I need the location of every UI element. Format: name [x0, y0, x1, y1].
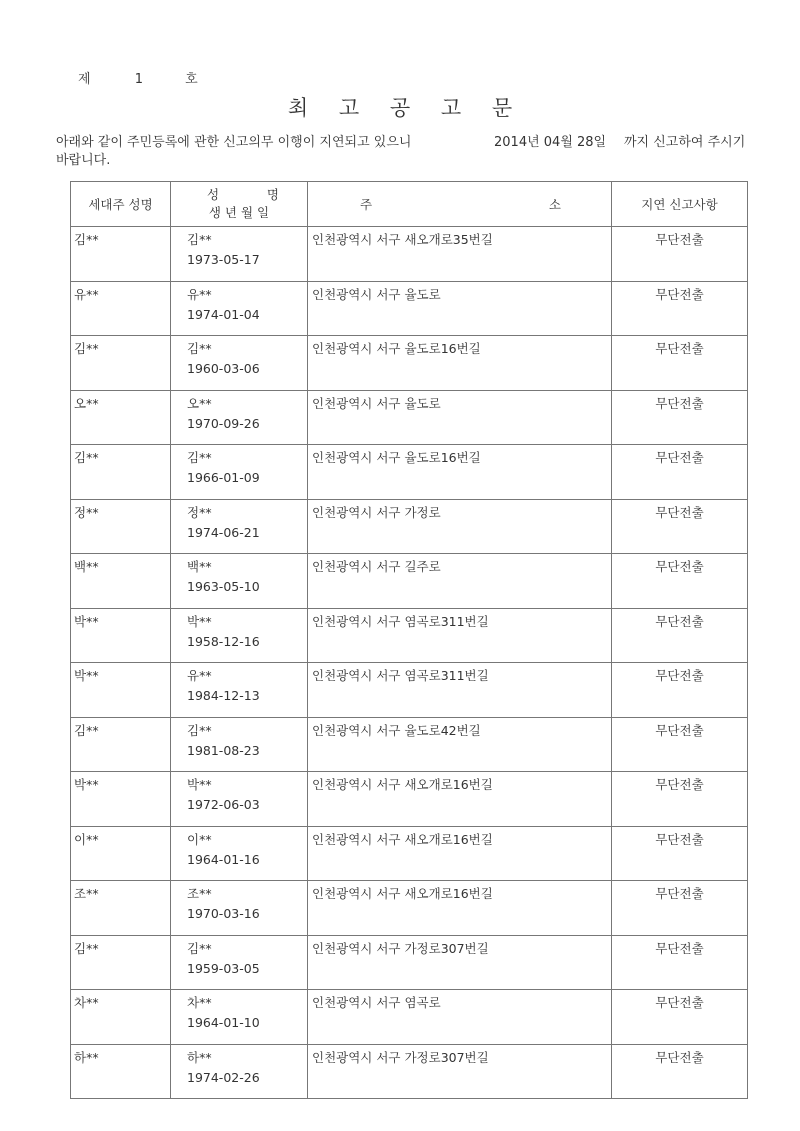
address-text: 인천광역시 서구 율도로16번길 — [312, 450, 481, 465]
table-row — [71, 663, 748, 718]
name-dob-cell — [171, 554, 308, 609]
status-cell — [612, 990, 748, 1045]
status-text: 무단전출 — [655, 831, 704, 847]
status-text: 무단전출 — [655, 995, 704, 1010]
householder-cell — [71, 663, 171, 718]
name-dob-cell — [171, 826, 308, 881]
householder-cell — [71, 772, 171, 827]
name-dob-cell — [171, 608, 308, 663]
status-text: 무단전출 — [655, 940, 704, 956]
status-cell — [612, 881, 748, 936]
title-char: 공 — [389, 96, 411, 120]
title-char: 최 — [287, 96, 309, 120]
table-row — [71, 826, 748, 881]
status-text: 무단전출 — [655, 395, 704, 411]
householder-name: 박** — [74, 613, 99, 629]
householder-cell — [71, 336, 171, 391]
document-number — [78, 68, 198, 87]
status-text: 무단전출 — [655, 777, 704, 792]
status-cell — [612, 772, 748, 827]
header-name-char-1: 성 — [207, 187, 220, 202]
date-of-birth: 1984-12-13 — [187, 688, 260, 703]
table-row — [71, 227, 748, 282]
header-name-dob — [171, 182, 308, 227]
date-of-birth: 1958-12-16 — [187, 633, 260, 649]
householder-name: 백** — [74, 559, 99, 574]
notice-table — [70, 181, 748, 1099]
status-text: 무단전출 — [655, 722, 704, 738]
householder-name: 김** — [74, 341, 99, 356]
title-char: 고 — [338, 96, 360, 120]
person-name: 김** — [187, 722, 212, 738]
person-name: 유** — [187, 286, 212, 302]
address-cell — [308, 390, 612, 445]
date-of-birth: 1964-01-10 — [187, 1015, 260, 1030]
address-text: 인천광역시 서구 길주로 — [312, 559, 441, 574]
householder-cell — [71, 717, 171, 772]
householder-name: 유** — [74, 286, 99, 302]
status-cell — [612, 445, 748, 500]
householder-name: 김** — [74, 940, 99, 956]
status-text: 무단전출 — [655, 886, 704, 901]
date-of-birth: 1970-03-16 — [187, 906, 260, 921]
header-status: 지연 신고사항 — [612, 182, 748, 227]
table-row — [71, 717, 748, 772]
householder-name: 이** — [74, 831, 99, 847]
intro-text: 아래와 같이 주민등록에 관한 신고의무 이행이 지연되고 있으니 — [56, 135, 412, 150]
table-row — [71, 390, 748, 445]
householder-name: 조** — [74, 886, 99, 901]
status-cell — [612, 935, 748, 990]
householder-name: 김** — [74, 450, 99, 465]
person-name: 김** — [187, 940, 212, 956]
status-text: 무단전출 — [655, 450, 704, 465]
householder-name: 김** — [74, 722, 99, 738]
person-name: 박** — [187, 777, 212, 792]
person-name: 김** — [187, 450, 212, 465]
header-householder: 세대주 성명 — [71, 182, 171, 227]
date-of-birth: 1974-06-21 — [187, 524, 260, 540]
table-row — [71, 1044, 748, 1099]
address-cell — [308, 336, 612, 391]
status-text: 무단전출 — [655, 613, 704, 629]
name-dob-cell — [171, 990, 308, 1045]
status-text: 무단전출 — [655, 559, 704, 574]
intro-text-continued: 까지 신고하여 주시기 — [624, 135, 746, 150]
address-cell — [308, 554, 612, 609]
header-address-char-1: 주 — [360, 197, 373, 212]
name-dob-cell — [171, 935, 308, 990]
status-cell — [612, 554, 748, 609]
status-cell — [612, 390, 748, 445]
householder-cell — [71, 608, 171, 663]
person-name: 오** — [187, 395, 212, 411]
date-of-birth: 1964-01-16 — [187, 851, 260, 867]
table-row — [71, 881, 748, 936]
name-dob-cell — [171, 336, 308, 391]
table-row — [71, 935, 748, 990]
doc-number-suffix: 호 — [185, 72, 198, 87]
status-cell — [612, 281, 748, 336]
address-cell — [308, 499, 612, 554]
table-row — [71, 499, 748, 554]
doc-number-value: 1 — [134, 72, 143, 87]
householder-cell — [71, 826, 171, 881]
person-name: 차** — [187, 995, 212, 1010]
table-row — [71, 336, 748, 391]
deadline-date: 2014년 04월 28일 — [494, 135, 607, 150]
status-text: 무단전출 — [655, 668, 704, 683]
person-name: 정** — [187, 504, 212, 520]
header-address-char-2: 소 — [548, 197, 561, 212]
householder-name: 하** — [74, 1049, 99, 1065]
status-text: 무단전출 — [655, 341, 704, 356]
householder-name: 박** — [74, 777, 99, 792]
header-name-char-2: 명 — [266, 187, 279, 202]
householder-cell — [71, 990, 171, 1045]
doc-number-prefix: 제 — [78, 72, 91, 87]
status-cell — [612, 227, 748, 282]
name-dob-cell — [171, 772, 308, 827]
table-row — [71, 772, 748, 827]
name-dob-cell — [171, 717, 308, 772]
householder-cell — [71, 1044, 171, 1099]
address-text: 인천광역시 서구 가정로 — [312, 504, 441, 520]
householder-name: 박** — [74, 668, 99, 683]
householder-cell — [71, 227, 171, 282]
status-text: 무단전출 — [655, 504, 704, 520]
address-text: 인천광역시 서구 가정로307번길 — [312, 1049, 489, 1065]
intro-paragraph — [56, 134, 766, 170]
address-text: 인천광역시 서구 새오개로16번길 — [312, 831, 493, 847]
table-row — [71, 281, 748, 336]
person-name: 유** — [187, 668, 212, 683]
address-text: 인천광역시 서구 율도로42번길 — [312, 722, 481, 738]
intro-text-line2: 바랍니다. — [56, 153, 111, 168]
address-cell — [308, 608, 612, 663]
address-text: 인천광역시 서구 염곡로 — [312, 995, 441, 1010]
table-row — [71, 608, 748, 663]
name-dob-cell — [171, 499, 308, 554]
address-cell — [308, 935, 612, 990]
address-text: 인천광역시 서구 율도로 — [312, 286, 441, 302]
householder-cell — [71, 554, 171, 609]
person-name: 김** — [187, 341, 212, 356]
page-title — [0, 92, 800, 122]
name-dob-cell — [171, 390, 308, 445]
address-cell — [308, 1044, 612, 1099]
status-cell — [612, 499, 748, 554]
householder-cell — [71, 445, 171, 500]
address-text: 인천광역시 서구 율도로 — [312, 395, 441, 411]
date-of-birth: 1974-01-04 — [187, 306, 260, 322]
address-cell — [308, 990, 612, 1045]
person-name: 백** — [187, 559, 212, 574]
status-text: 무단전출 — [655, 286, 704, 302]
address-text: 인천광역시 서구 새오개로35번길 — [312, 232, 493, 247]
address-text: 인천광역시 서구 율도로16번길 — [312, 341, 481, 356]
status-cell — [612, 663, 748, 718]
status-cell — [612, 608, 748, 663]
address-text: 인천광역시 서구 염곡로311번길 — [312, 613, 489, 629]
table-header-row — [71, 182, 748, 227]
householder-name: 정** — [74, 504, 99, 520]
date-of-birth: 1974-02-26 — [187, 1069, 260, 1085]
name-dob-cell — [171, 1044, 308, 1099]
address-cell — [308, 227, 612, 282]
address-cell — [308, 881, 612, 936]
date-of-birth: 1966-01-09 — [187, 470, 260, 485]
date-of-birth: 1959-03-05 — [187, 960, 260, 976]
person-name: 김** — [187, 232, 212, 247]
date-of-birth: 1970-09-26 — [187, 415, 260, 431]
name-dob-cell — [171, 445, 308, 500]
address-cell — [308, 717, 612, 772]
name-dob-cell — [171, 227, 308, 282]
address-cell — [308, 663, 612, 718]
householder-cell — [71, 881, 171, 936]
status-text: 무단전출 — [655, 1049, 704, 1065]
date-of-birth: 1972-06-03 — [187, 797, 260, 812]
table-row — [71, 445, 748, 500]
person-name: 하** — [187, 1049, 212, 1065]
date-of-birth: 1973-05-17 — [187, 252, 260, 267]
householder-name: 김** — [74, 232, 99, 247]
address-text: 인천광역시 서구 새오개로16번길 — [312, 886, 493, 901]
status-cell — [612, 1044, 748, 1099]
address-text: 인천광역시 서구 염곡로311번길 — [312, 668, 489, 683]
table-row — [71, 990, 748, 1045]
householder-cell — [71, 499, 171, 554]
person-name: 조** — [187, 886, 212, 901]
householder-cell — [71, 935, 171, 990]
date-of-birth: 1981-08-23 — [187, 742, 260, 758]
address-cell — [308, 826, 612, 881]
person-name: 박** — [187, 613, 212, 629]
status-cell — [612, 717, 748, 772]
address-cell — [308, 445, 612, 500]
status-cell — [612, 826, 748, 881]
householder-cell — [71, 281, 171, 336]
address-text: 인천광역시 서구 가정로307번길 — [312, 940, 489, 956]
address-cell — [308, 772, 612, 827]
date-of-birth: 1963-05-10 — [187, 579, 260, 594]
status-text: 무단전출 — [655, 232, 704, 247]
householder-name: 차** — [74, 995, 99, 1010]
householder-cell — [71, 390, 171, 445]
name-dob-cell — [171, 881, 308, 936]
table-row — [71, 554, 748, 609]
header-address — [308, 182, 612, 227]
header-dob: 생 년 월 일 — [208, 205, 270, 220]
date-of-birth: 1960-03-06 — [187, 361, 260, 376]
name-dob-cell — [171, 663, 308, 718]
status-cell — [612, 336, 748, 391]
householder-name: 오** — [74, 395, 99, 411]
address-cell — [308, 281, 612, 336]
address-text: 인천광역시 서구 새오개로16번길 — [312, 777, 493, 792]
title-char: 고 — [440, 96, 462, 120]
name-dob-cell — [171, 281, 308, 336]
title-char: 문 — [491, 96, 513, 120]
person-name: 이** — [187, 831, 212, 847]
